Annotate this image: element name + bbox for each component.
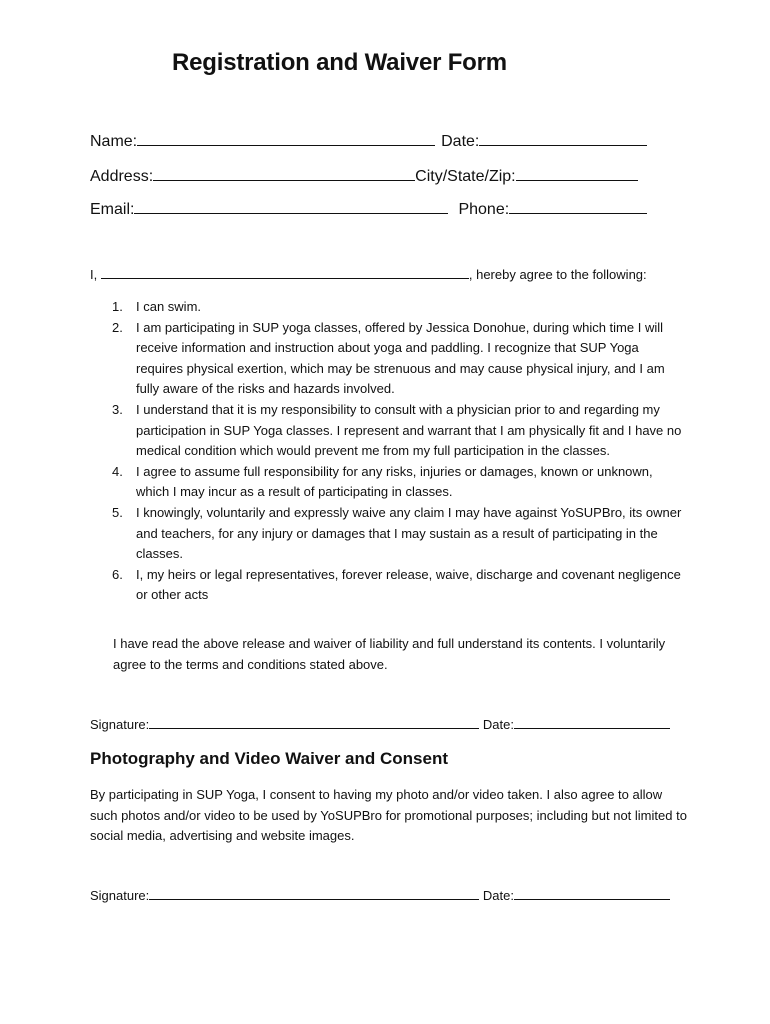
- signature-row-2: [90, 888, 670, 903]
- form-title: Registration and Waiver Form: [172, 49, 507, 76]
- signature-date-label: Date:: [482, 717, 514, 732]
- signature-date-field-1[interactable]: [514, 717, 670, 729]
- email-label: Email:: [90, 201, 135, 218]
- signature-date-label: Date:: [482, 888, 514, 903]
- date-label: Date:: [441, 133, 480, 150]
- list-item-text: I understand that it is my responsibility to consult with a physician prior to and regarding my participation in SUP Yoga classes. I represent and warrant that I am physically fit and I have no medical condition which would prevent me from my full participation in the classes.: [136, 401, 682, 459]
- signature-label: Signature:: [90, 717, 150, 732]
- signature-field-2[interactable]: [149, 888, 479, 900]
- list-item-number: 1.: [112, 299, 123, 314]
- list-item-number: 4.: [112, 463, 123, 479]
- list-item: [108, 462, 688, 503]
- participant-name-field[interactable]: [101, 267, 469, 279]
- agreement-suffix: , hereby agree to the following:: [468, 267, 647, 282]
- signature-row-1: [90, 717, 670, 732]
- list-item: [108, 297, 688, 318]
- terms-list: [108, 297, 688, 606]
- list-item-text: I am participating in SUP yoga classes, offered by Jessica Donohue, during which time I will receive information and instruction about yoga and paddling. I recognize that SUP Yoga requires physical exertion, which may be strenuous and may cause physical injury, and I am fully aware of the risks and hazards involved.: [136, 319, 665, 397]
- address-label: Address:: [90, 168, 154, 185]
- list-item-number: 2.: [112, 319, 123, 335]
- acknowledgement-text: I have read the above release and waiver of liability and full understand its contents. I voluntarily agree to the terms and conditions stated above.: [113, 636, 666, 672]
- name-date-row: [90, 131, 647, 151]
- address-field[interactable]: [153, 166, 415, 181]
- email-field[interactable]: [134, 199, 448, 214]
- list-item-number: 5.: [112, 504, 123, 520]
- list-item-text: I, my heirs or legal representatives, forever release, waive, discharge and covenant negligence or other acts: [136, 566, 681, 603]
- signature-date-field-2[interactable]: [514, 888, 670, 900]
- list-item-number: 6.: [112, 566, 123, 582]
- phone-field[interactable]: [509, 199, 647, 214]
- agreement-line: [90, 267, 647, 282]
- agreement-prefix: I,: [90, 267, 98, 282]
- city-state-zip-label: City/State/Zip:: [415, 168, 516, 185]
- list-item-text: I knowingly, voluntarily and expressly waive any claim I may have against YoSUPBro, its owner and teachers, for any injury or damages that I may sustain as a result of participating in the classes.: [136, 504, 682, 562]
- phone-label: Phone:: [458, 201, 510, 218]
- photo-section-text: By participating in SUP Yoga, I consent to having my photo and/or video taken. I also agree to allow such photos and/or video to be used by YoSUPBro for promotional purposes; including but not limited to social media, advertising and website images.: [90, 787, 687, 844]
- list-item: [108, 503, 688, 565]
- list-item-number: 3.: [112, 401, 123, 417]
- signature-label: Signature:: [90, 888, 150, 903]
- name-field[interactable]: [137, 131, 435, 146]
- list-item: [108, 318, 688, 400]
- date-field[interactable]: [479, 131, 647, 146]
- list-item-text: I agree to assume full responsibility for any risks, injuries or damages, known or unknown, which I may incur as a result of participating in classes.: [136, 463, 653, 500]
- address-city-row: [90, 166, 638, 186]
- name-label: Name:: [90, 133, 138, 150]
- photo-section-title: Photography and Video Waiver and Consent: [90, 749, 448, 768]
- signature-field-1[interactable]: [149, 717, 479, 729]
- city-state-zip-field[interactable]: [516, 166, 638, 181]
- list-item: [108, 400, 688, 462]
- list-item: [108, 565, 688, 606]
- list-item-text: I can swim.: [136, 299, 202, 314]
- email-phone-row: [90, 199, 647, 219]
